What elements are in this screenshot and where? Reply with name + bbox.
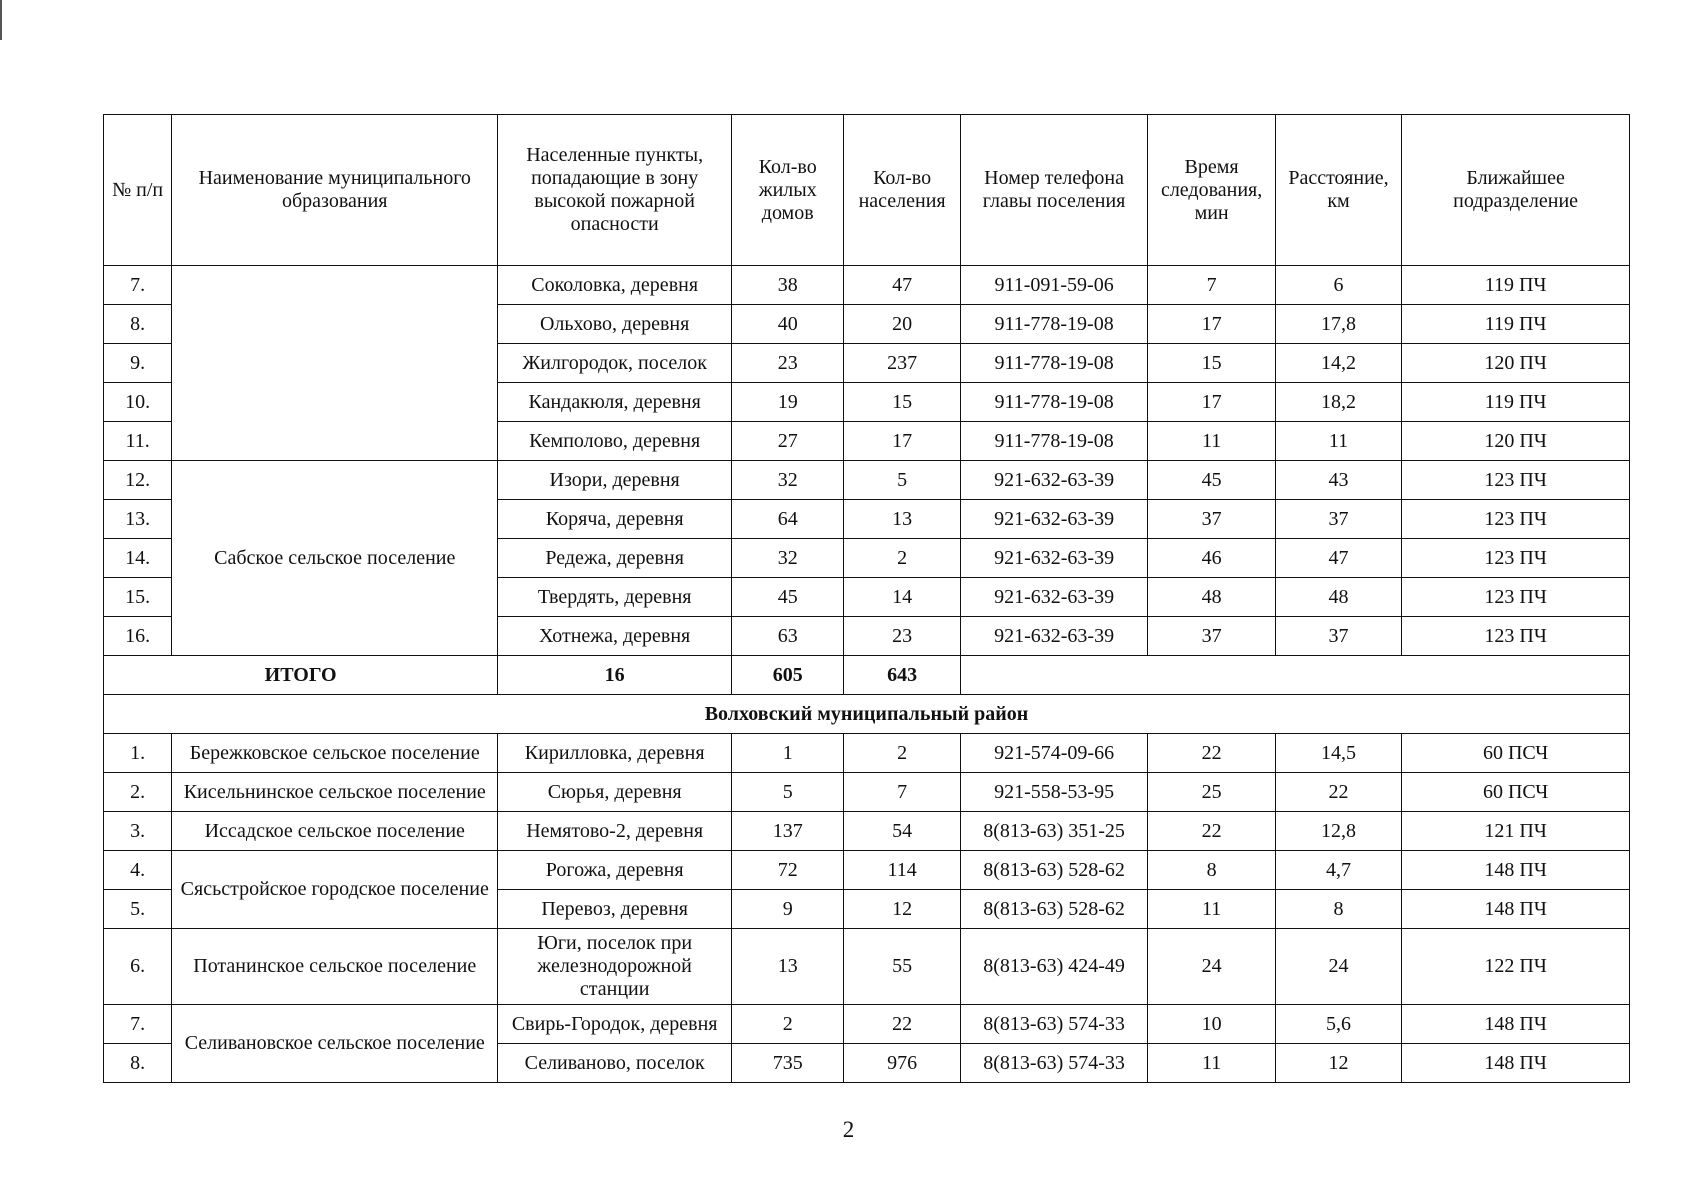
population-cell: 12: [844, 890, 960, 929]
time-cell: 11: [1148, 422, 1275, 461]
time-cell: 45: [1148, 461, 1275, 500]
municipality-cell: Сабское сельское поселение: [172, 461, 498, 656]
unit-cell: 60 ПСЧ: [1402, 734, 1630, 773]
time-cell: 11: [1148, 1044, 1275, 1083]
table-row: [104, 461, 1630, 500]
district-title-row: [104, 695, 1630, 734]
houses-cell: 23: [732, 344, 844, 383]
time-cell: 25: [1148, 773, 1275, 812]
phone-cell: 921-632-63-39: [960, 539, 1148, 578]
table-row: [104, 929, 1630, 1005]
settlement-cell: Сюрья, деревня: [498, 773, 732, 812]
settlement-cell: Редежа, деревня: [498, 539, 732, 578]
houses-cell: 64: [732, 500, 844, 539]
settlement-cell: Свирь-Городок, деревня: [498, 1005, 732, 1044]
row-number: 13.: [104, 500, 172, 539]
distance-cell: 11: [1275, 422, 1401, 461]
time-cell: 15: [1148, 344, 1275, 383]
table-row: [104, 851, 1630, 890]
distance-cell: 18,2: [1275, 383, 1401, 422]
population-cell: 7: [844, 773, 960, 812]
settlement-cell: Немятово-2, деревня: [498, 812, 732, 851]
population-cell: 237: [844, 344, 960, 383]
population-cell: 17: [844, 422, 960, 461]
header-population: Кол-во населения: [844, 115, 960, 266]
settlement-cell: Ольхово, деревня: [498, 305, 732, 344]
population-cell: 114: [844, 851, 960, 890]
unit-cell: 119 ПЧ: [1402, 383, 1630, 422]
row-number: 9.: [104, 344, 172, 383]
row-number: 6.: [104, 929, 172, 1005]
settlement-cell: Кирилловка, деревня: [498, 734, 732, 773]
unit-cell: 123 ПЧ: [1402, 500, 1630, 539]
settlement-cell: Твердять, деревня: [498, 578, 732, 617]
distance-cell: 5,6: [1275, 1005, 1401, 1044]
houses-cell: 45: [732, 578, 844, 617]
total-houses: 605: [732, 656, 844, 695]
settlement-cell: Изори, деревня: [498, 461, 732, 500]
total-row: [104, 656, 1630, 695]
distance-cell: 37: [1275, 500, 1401, 539]
fire-hazard-settlements-table: [103, 114, 1630, 1083]
phone-cell: 8(813-63) 528-62: [960, 890, 1148, 929]
time-cell: 48: [1148, 578, 1275, 617]
phone-cell: 921-632-63-39: [960, 461, 1148, 500]
distance-cell: 14,2: [1275, 344, 1401, 383]
distance-cell: 14,5: [1275, 734, 1401, 773]
houses-cell: 5: [732, 773, 844, 812]
phone-cell: 911-091-59-06: [960, 266, 1148, 305]
population-cell: 5: [844, 461, 960, 500]
phone-cell: 911-778-19-08: [960, 422, 1148, 461]
phone-cell: 921-558-53-95: [960, 773, 1148, 812]
time-cell: 10: [1148, 1005, 1275, 1044]
unit-cell: 148 ПЧ: [1402, 890, 1630, 929]
row-number: 12.: [104, 461, 172, 500]
table-row: [104, 812, 1630, 851]
header-houses: Кол-во жилых домов: [732, 115, 844, 266]
unit-cell: 121 ПЧ: [1402, 812, 1630, 851]
table-row: [104, 734, 1630, 773]
settlement-cell: Перевоз, деревня: [498, 890, 732, 929]
phone-cell: 911-778-19-08: [960, 383, 1148, 422]
row-number: 11.: [104, 422, 172, 461]
population-cell: 2: [844, 539, 960, 578]
houses-cell: 38: [732, 266, 844, 305]
unit-cell: 120 ПЧ: [1402, 344, 1630, 383]
total-label: ИТОГО: [104, 656, 498, 695]
header-phone: Номер телефона главы поселения: [960, 115, 1148, 266]
table-row: [104, 1005, 1630, 1044]
unit-cell: 122 ПЧ: [1402, 929, 1630, 1005]
settlement-cell: Рогожа, деревня: [498, 851, 732, 890]
houses-cell: 19: [732, 383, 844, 422]
population-cell: 15: [844, 383, 960, 422]
row-number: 16.: [104, 617, 172, 656]
row-number: 8.: [104, 1044, 172, 1083]
time-cell: 8: [1148, 851, 1275, 890]
scan-edge-mark: [0, 0, 2, 40]
municipality-cell: Потанинское сельское поселение: [172, 929, 498, 1005]
houses-cell: 72: [732, 851, 844, 890]
table-header: [104, 115, 1630, 266]
phone-cell: 8(813-63) 574-33: [960, 1044, 1148, 1083]
unit-cell: 119 ПЧ: [1402, 305, 1630, 344]
total-settlements: 16: [498, 656, 732, 695]
unit-cell: 123 ПЧ: [1402, 539, 1630, 578]
population-cell: 23: [844, 617, 960, 656]
settlement-cell: Селиваново, поселок: [498, 1044, 732, 1083]
unit-cell: 148 ПЧ: [1402, 851, 1630, 890]
time-cell: 17: [1148, 383, 1275, 422]
houses-cell: 2: [732, 1005, 844, 1044]
phone-cell: 8(813-63) 528-62: [960, 851, 1148, 890]
houses-cell: 32: [732, 461, 844, 500]
distance-cell: 22: [1275, 773, 1401, 812]
unit-cell: 123 ПЧ: [1402, 578, 1630, 617]
table-row: [104, 773, 1630, 812]
settlement-cell: Юги, поселок при железнодорожной станции: [498, 929, 732, 1005]
distance-cell: 4,7: [1275, 851, 1401, 890]
houses-cell: 735: [732, 1044, 844, 1083]
distance-cell: 47: [1275, 539, 1401, 578]
unit-cell: 123 ПЧ: [1402, 617, 1630, 656]
unit-cell: 148 ПЧ: [1402, 1044, 1630, 1083]
time-cell: 22: [1148, 812, 1275, 851]
settlement-cell: Жилгородок, поселок: [498, 344, 732, 383]
population-cell: 47: [844, 266, 960, 305]
houses-cell: 63: [732, 617, 844, 656]
settlement-cell: Кемполово, деревня: [498, 422, 732, 461]
total-population: 643: [844, 656, 960, 695]
municipality-cell: Сясьстройское городское поселение: [172, 851, 498, 929]
population-cell: 22: [844, 1005, 960, 1044]
distance-cell: 17,8: [1275, 305, 1401, 344]
time-cell: 17: [1148, 305, 1275, 344]
houses-cell: 40: [732, 305, 844, 344]
distance-cell: 6: [1275, 266, 1401, 305]
phone-cell: 921-632-63-39: [960, 617, 1148, 656]
header-settlements: Населенные пункты, попадающие в зону высокой пожарной опасности: [498, 115, 732, 266]
houses-cell: 1: [732, 734, 844, 773]
municipality-cell: Кисельнинское сельское поселение: [172, 773, 498, 812]
time-cell: 24: [1148, 929, 1275, 1005]
distance-cell: 43: [1275, 461, 1401, 500]
settlement-cell: Коряча, деревня: [498, 500, 732, 539]
header-travel-time: Время следования, мин: [1148, 115, 1275, 266]
row-number: 5.: [104, 890, 172, 929]
municipality-cell: Селивановское сельское поселение: [172, 1005, 498, 1083]
population-cell: 55: [844, 929, 960, 1005]
population-cell: 54: [844, 812, 960, 851]
population-cell: 20: [844, 305, 960, 344]
phone-cell: 8(813-63) 424-49: [960, 929, 1148, 1005]
unit-cell: 123 ПЧ: [1402, 461, 1630, 500]
municipality-cell: Бережковское сельское поселение: [172, 734, 498, 773]
distance-cell: 8: [1275, 890, 1401, 929]
population-cell: 14: [844, 578, 960, 617]
row-number: 2.: [104, 773, 172, 812]
row-number: 1.: [104, 734, 172, 773]
row-number: 15.: [104, 578, 172, 617]
phone-cell: 921-632-63-39: [960, 578, 1148, 617]
settlement-cell: Соколовка, деревня: [498, 266, 732, 305]
time-cell: 46: [1148, 539, 1275, 578]
time-cell: 37: [1148, 500, 1275, 539]
time-cell: 22: [1148, 734, 1275, 773]
houses-cell: 137: [732, 812, 844, 851]
phone-cell: 8(813-63) 574-33: [960, 1005, 1148, 1044]
phone-cell: 921-632-63-39: [960, 500, 1148, 539]
population-cell: 2: [844, 734, 960, 773]
unit-cell: 60 ПСЧ: [1402, 773, 1630, 812]
time-cell: 37: [1148, 617, 1275, 656]
row-number: 7.: [104, 266, 172, 305]
district-title: Волховский муниципальный район: [104, 695, 1630, 734]
settlement-cell: Хотнежа, деревня: [498, 617, 732, 656]
houses-cell: 32: [732, 539, 844, 578]
header-distance: Расстояние, км: [1275, 115, 1401, 266]
header-unit: Ближайшее подразделение: [1402, 115, 1630, 266]
header-num: № п/п: [104, 115, 172, 266]
row-number: 8.: [104, 305, 172, 344]
houses-cell: 9: [732, 890, 844, 929]
municipality-cell: Иссадское сельское поселение: [172, 812, 498, 851]
municipality-cell-blank: [172, 266, 498, 461]
distance-cell: 12: [1275, 1044, 1401, 1083]
unit-cell: 119 ПЧ: [1402, 266, 1630, 305]
time-cell: 11: [1148, 890, 1275, 929]
distance-cell: 24: [1275, 929, 1401, 1005]
phone-cell: 921-574-09-66: [960, 734, 1148, 773]
population-cell: 976: [844, 1044, 960, 1083]
row-number: 14.: [104, 539, 172, 578]
distance-cell: 48: [1275, 578, 1401, 617]
phone-cell: 8(813-63) 351-25: [960, 812, 1148, 851]
page-number: 2: [842, 1117, 855, 1142]
table-row: [104, 266, 1630, 305]
phone-cell: 911-778-19-08: [960, 305, 1148, 344]
distance-cell: 37: [1275, 617, 1401, 656]
distance-cell: 12,8: [1275, 812, 1401, 851]
row-number: 4.: [104, 851, 172, 890]
houses-cell: 27: [732, 422, 844, 461]
unit-cell: 148 ПЧ: [1402, 1005, 1630, 1044]
unit-cell: 120 ПЧ: [1402, 422, 1630, 461]
phone-cell: 911-778-19-08: [960, 344, 1148, 383]
population-cell: 13: [844, 500, 960, 539]
header-municipality: Наименование муниципального образования: [172, 115, 498, 266]
row-number: 3.: [104, 812, 172, 851]
total-empty-cell: [960, 656, 1629, 695]
row-number: 7.: [104, 1005, 172, 1044]
settlement-cell: Кандакюля, деревня: [498, 383, 732, 422]
time-cell: 7: [1148, 266, 1275, 305]
houses-cell: 13: [732, 929, 844, 1005]
row-number: 10.: [104, 383, 172, 422]
